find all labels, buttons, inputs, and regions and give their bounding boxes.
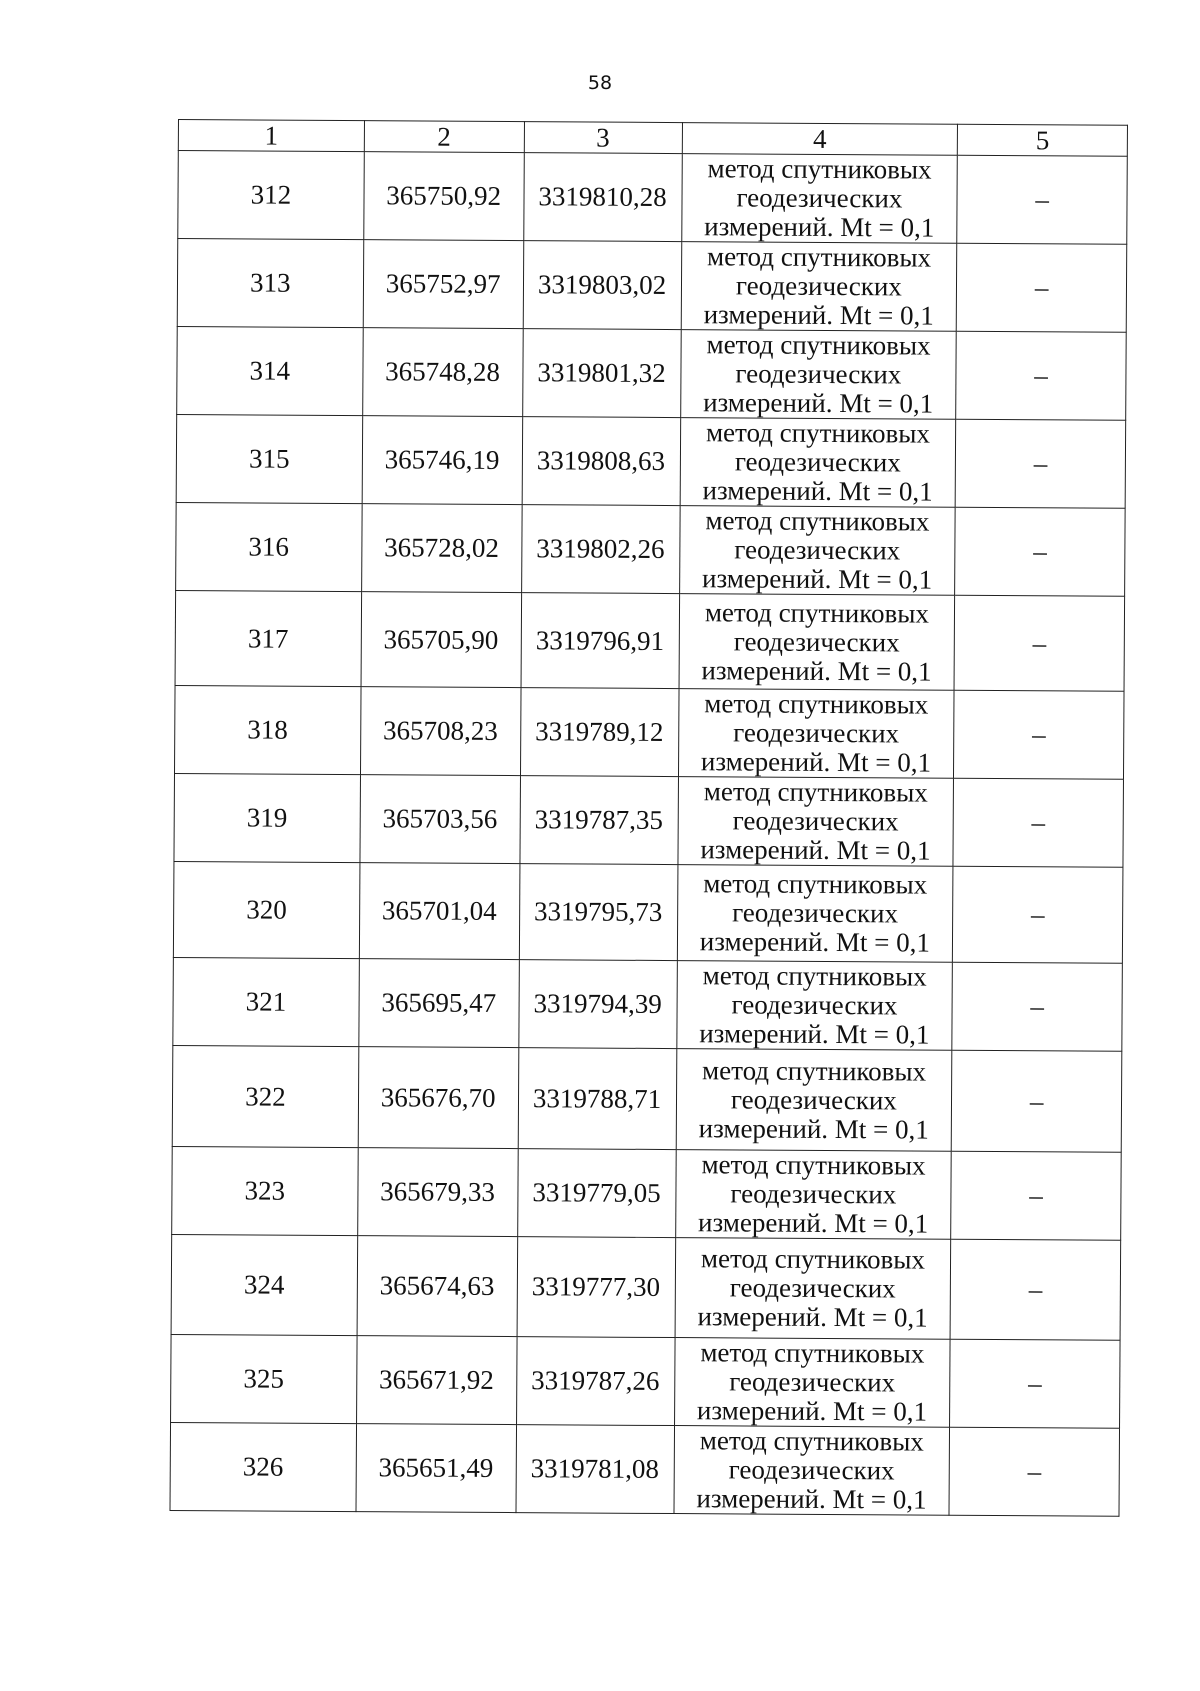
- point-number-cell: 326: [170, 1422, 356, 1511]
- method-line: геодезических: [733, 717, 900, 749]
- point-number-cell: 323: [172, 1146, 358, 1235]
- point-number-cell: 314: [177, 326, 363, 415]
- method-line: геодезических: [732, 805, 899, 837]
- method-line: метод спутниковых: [706, 329, 931, 361]
- point-number-cell: 317: [175, 590, 361, 686]
- method-cell: [676, 1049, 952, 1152]
- table-row: [170, 1422, 1120, 1516]
- table-row: [172, 1045, 1122, 1152]
- method-line: измерений. Mt = 0,1: [703, 387, 934, 419]
- method-line: геодезических: [730, 1178, 897, 1210]
- point-number-cell: 325: [171, 1334, 357, 1423]
- method-line: геодезических: [735, 358, 902, 390]
- method-line: метод спутниковых: [705, 505, 930, 537]
- method-cell: [674, 1338, 950, 1428]
- x-coordinate-cell: 365748,28: [362, 328, 522, 417]
- y-coordinate-cell: 3319779,05: [517, 1149, 675, 1238]
- note-cell: –: [954, 595, 1124, 691]
- method-line: измерений. Mt = 0,1: [703, 299, 934, 331]
- method-cell: [680, 418, 956, 508]
- method-line: метод спутниковых: [699, 1425, 924, 1457]
- page-number: 58: [587, 72, 613, 94]
- y-coordinate-cell: 3319788,71: [518, 1048, 677, 1150]
- point-number-cell: 321: [173, 957, 359, 1046]
- x-coordinate-cell: 365708,23: [360, 687, 520, 776]
- column-header-3: 3: [524, 122, 682, 154]
- point-number-cell: 320: [173, 861, 359, 958]
- table-row: [173, 957, 1123, 1051]
- y-coordinate-cell: 3319795,73: [519, 864, 678, 961]
- method-line: геодезических: [729, 1272, 896, 1304]
- point-number-cell: 313: [177, 239, 363, 328]
- x-coordinate-cell: 365703,56: [360, 775, 520, 864]
- point-number-cell: 318: [175, 685, 361, 774]
- note-cell: –: [950, 1239, 1120, 1340]
- method-line: метод спутниковых: [702, 1054, 927, 1087]
- method-line: метод спутниковых: [706, 241, 932, 273]
- method-cell: [681, 242, 957, 332]
- method-line: метод спутниковых: [700, 1243, 926, 1275]
- y-coordinate-cell: 3319808,63: [522, 417, 680, 506]
- note-cell: –: [954, 690, 1124, 779]
- method-line: измерений. Mt = 0,1: [704, 211, 935, 243]
- point-number-cell: 322: [172, 1045, 358, 1147]
- method-line: геодезических: [736, 182, 903, 214]
- coordinates-table: [169, 119, 1127, 1517]
- x-coordinate-cell: 365746,19: [362, 416, 522, 505]
- method-cell: [675, 1150, 951, 1240]
- x-coordinate-cell: 365728,02: [361, 504, 521, 593]
- table-row: [178, 151, 1128, 245]
- method-line: измерений. Mt = 0,1: [699, 926, 931, 958]
- note-cell: –: [957, 155, 1127, 244]
- column-header-5: 5: [958, 124, 1128, 156]
- table-row: [175, 590, 1125, 691]
- column-header-1: 1: [178, 120, 364, 152]
- x-coordinate-cell: 365674,63: [357, 1236, 518, 1337]
- x-coordinate-cell: 365750,92: [363, 152, 523, 241]
- note-cell: –: [953, 866, 1123, 963]
- method-line: метод спутниковых: [702, 960, 927, 992]
- method-line: геодезических: [732, 897, 899, 929]
- y-coordinate-cell: 3319781,08: [516, 1425, 674, 1514]
- table-row: [175, 685, 1125, 779]
- method-line: измерений. Mt = 0,1: [701, 563, 933, 595]
- method-line: геодезических: [728, 1454, 895, 1486]
- method-line: метод спутниковых: [704, 596, 929, 629]
- method-line: геодезических: [734, 446, 901, 478]
- method-cell: [677, 777, 953, 867]
- method-line: метод спутниковых: [704, 688, 929, 720]
- method-cell: [679, 506, 955, 596]
- method-cell: [681, 154, 957, 244]
- table-row: [176, 414, 1126, 508]
- method-line: измерений. Mt = 0,1: [699, 1018, 930, 1050]
- method-cell: [674, 1426, 950, 1516]
- note-cell: –: [952, 1050, 1122, 1152]
- y-coordinate-cell: 3319794,39: [518, 960, 676, 1049]
- x-coordinate-cell: 365705,90: [361, 592, 521, 688]
- method-line: измерений. Mt = 0,1: [700, 834, 931, 866]
- method-line: измерений. Mt = 0,1: [696, 1395, 928, 1427]
- method-line: измерений. Mt = 0,1: [696, 1483, 927, 1515]
- point-number-cell: 312: [178, 151, 364, 240]
- method-line: метод спутниковых: [701, 1149, 926, 1181]
- note-cell: –: [957, 243, 1127, 332]
- column-header-4: 4: [682, 123, 958, 156]
- point-number-cell: 316: [176, 502, 362, 591]
- note-cell: –: [955, 507, 1125, 596]
- table-row: [176, 502, 1126, 596]
- method-line: измерений. Mt = 0,1: [697, 1301, 928, 1333]
- x-coordinate-cell: 365676,70: [358, 1047, 519, 1149]
- point-number-cell: 319: [174, 773, 360, 862]
- method-cell: [675, 1238, 951, 1340]
- method-line: геодезических: [731, 989, 898, 1021]
- x-coordinate-cell: 365695,47: [359, 959, 519, 1048]
- column-header-2: 2: [364, 121, 524, 153]
- y-coordinate-cell: 3319810,28: [523, 153, 681, 242]
- x-coordinate-cell: 365679,33: [357, 1148, 517, 1237]
- method-cell: [677, 865, 953, 963]
- note-cell: –: [951, 1151, 1121, 1240]
- table-row: [172, 1146, 1122, 1240]
- method-line: измерений. Mt = 0,1: [698, 1112, 929, 1145]
- y-coordinate-cell: 3319802,26: [521, 505, 679, 594]
- method-cell: [680, 330, 956, 420]
- method-line: геодезических: [735, 270, 902, 302]
- note-cell: –: [950, 1339, 1120, 1428]
- y-coordinate-cell: 3319789,12: [520, 688, 678, 777]
- table-body: [170, 151, 1127, 1517]
- method-line: геодезических: [730, 1083, 897, 1115]
- method-line: измерений. Mt = 0,1: [702, 475, 933, 507]
- y-coordinate-cell: 3319787,26: [516, 1337, 674, 1426]
- x-coordinate-cell: 365651,49: [356, 1424, 516, 1513]
- method-line: метод спутниковых: [707, 153, 932, 185]
- table-row: [171, 1334, 1121, 1428]
- table-row: [173, 861, 1123, 963]
- point-number-cell: 315: [176, 414, 362, 503]
- note-cell: –: [953, 778, 1123, 867]
- table-row: [177, 326, 1127, 420]
- method-line: метод спутниковых: [703, 868, 928, 900]
- table-row: [171, 1234, 1121, 1340]
- note-cell: –: [955, 419, 1125, 508]
- method-line: измерений. Mt = 0,1: [698, 1207, 929, 1239]
- y-coordinate-cell: 3319787,35: [520, 776, 678, 865]
- method-line: метод спутниковых: [705, 417, 931, 449]
- method-cell: [678, 689, 954, 779]
- method-line: геодезических: [729, 1366, 896, 1398]
- method-line: геодезических: [733, 625, 900, 657]
- y-coordinate-cell: 3319801,32: [522, 329, 680, 418]
- y-coordinate-cell: 3319777,30: [517, 1237, 676, 1338]
- method-cell: [676, 961, 952, 1051]
- y-coordinate-cell: 3319803,02: [523, 241, 681, 330]
- method-cell: [679, 594, 955, 691]
- note-cell: –: [952, 962, 1122, 1051]
- x-coordinate-cell: 365671,92: [356, 1336, 516, 1425]
- method-line: геодезических: [734, 534, 901, 566]
- x-coordinate-cell: 365701,04: [359, 863, 519, 960]
- method-line: измерений. Mt = 0,1: [701, 654, 932, 687]
- note-cell: –: [949, 1427, 1119, 1516]
- table-row: [177, 239, 1127, 333]
- point-number-cell: 324: [171, 1234, 357, 1335]
- y-coordinate-cell: 3319796,91: [521, 593, 680, 689]
- note-cell: –: [956, 331, 1126, 420]
- method-line: метод спутниковых: [700, 1337, 925, 1369]
- method-line: измерений. Mt = 0,1: [700, 746, 932, 778]
- x-coordinate-cell: 365752,97: [363, 240, 523, 329]
- method-line: метод спутниковых: [703, 776, 928, 808]
- table-row: [174, 773, 1124, 867]
